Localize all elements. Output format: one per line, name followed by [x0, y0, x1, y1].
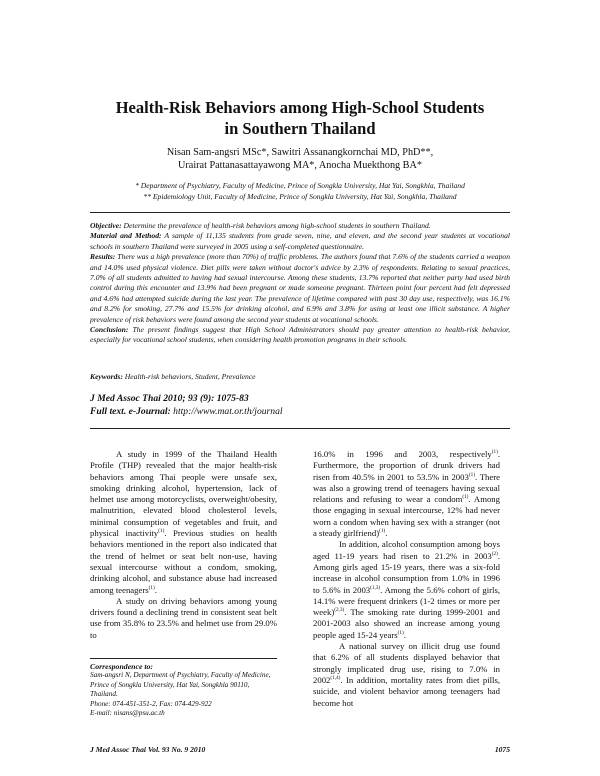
text-run: . Among girls aged 15-19 years, there was a six-fold increase in alcohol consumption from 1.0% in 1996 to 5.6% in 2003 [313, 550, 500, 595]
text-run: . Among those engaging in sexual intercourse, 12% had never worn a condom when having sex with a stranger (not a steady girlfriend) [313, 494, 500, 539]
citation-ref: (1) [148, 584, 155, 591]
text-run: . [385, 528, 388, 539]
affiliations [70, 181, 530, 202]
authors-line-1: Nisan Sam-angsri MSc*, Sawitri Assanangkornchai MD, PhD**, [166, 147, 434, 158]
abstract-top-rule [90, 212, 510, 213]
body-paragraph: A study on driving behaviors among young drivers found a declining trend in consistent seat belt use from 35.8% to 23.5% and helmet use from 29.0% to [90, 595, 277, 640]
fulltext-label: Full text. e-Journal: [90, 406, 171, 417]
citation-ref: (2) [491, 550, 498, 557]
citation-ref: (1) [379, 528, 386, 535]
correspondence-heading: Correspondence to: [90, 662, 154, 671]
text-run: . There was also a growing trend of teenagers having sexual relations and refusing to wear a condom [313, 471, 500, 505]
conclusion-label: Conclusion: [90, 325, 129, 335]
citation-ref: (1) [468, 471, 475, 478]
text-run: . Furthermore, the proportion of drunk drivers had risen from 40.5% in 2001 to 53.5% in 2003 [313, 449, 500, 482]
methods-text: A sample of 11,135 students from grade seven, nine, and eleven, and the second year students at vocational schools in southern Thailand were surveyed in 2005 using a self-completed questionnaire. [90, 231, 510, 251]
text-run: A national survey on illicit drug use found that 6.2% of all students displayed behavior that strongly implicated drug use, rising to 7.0% in 2002 [313, 641, 500, 685]
text-run: . [154, 584, 157, 595]
body-paragraph [313, 539, 500, 641]
abstract-methods [90, 231, 510, 252]
text-run: A study in 1999 of the Thailand Health Profile (THP) revealed that the major health-risk behaviors among Thai people were unsafe sex, smoking drinking alcohol, hypertension, lack of helmet use among motorcyclists, overweight/obesity, malnutrition, elevated blood cholesterol levels, minimal consumption of vegetables and fruit, and physical inactivity [90, 449, 277, 539]
citation-ref: (1) [158, 528, 165, 535]
text-run: . In addition, mortality rates from diet pills, suicide, and violent behavior among teenagers had become hot [313, 674, 500, 708]
text-run: . The smoking rate during 1999-2001 and 2001-2003 also showed an increase among young people aged 15-24 years [313, 607, 500, 640]
title-line-2: in Southern Thailand [224, 119, 376, 138]
methods-label: Material and Method: [90, 231, 162, 241]
citation-ref: (1) [491, 449, 498, 456]
author-list [90, 146, 510, 172]
correspondence-address: Sam-angsri N, Department of Psychiatry, Faculty of Medicine, Prince of Songkla University, Hat Yai, Songkhla 90110, Thailand. [90, 671, 271, 699]
citation-ref: (2,3) [334, 607, 345, 614]
citation-ref: (1) [397, 629, 404, 636]
conclusion-text: The present findings suggest that High School Administrators should pay greater attention to health-risk behavior, especially for vocational school students, when considering health promotion programs in their schools. [90, 325, 510, 345]
abstract-conclusion [90, 325, 510, 346]
title-line-1: Health-Risk Behaviors among High-School Students [115, 98, 485, 117]
abstract-results [90, 252, 510, 325]
correspondence-email: E-mail: nisans@psu.ac.th [90, 709, 165, 718]
page-number: 1075 [494, 745, 510, 754]
paper-title [60, 97, 540, 139]
objective-label: Objective: [90, 221, 122, 230]
text-run: . Among the 5.6% cohort of girls, 14.1% were frequent drinkers (1-2 times or more per week) [313, 584, 500, 618]
journal-citation [90, 392, 510, 418]
citation-ref: (1,3) [370, 584, 381, 591]
results-text: There was a high prevalence (more than 70%) of traffic problems. The authors found that 7.6% of the students carried a weapon and 14.0% used physical violence. Diet pills were taken without doctor's advice by 2.3% of respondents. Relating to sexual practices, 7.0% of all students admitted to having had sexual intercourse. Among these students, 13.7% reported that neither party had used birth control during this encounter and 13.9% had been pregnant or made someone pregnant. Thirteen point four percent had felt depressed and 4.6% had attempted suicide during the last year. The prevalence of lifetime compared with past 30 day use, respectively, was 16.1% and 8.2% for smoking, 27.7% and 15.5% for drinking alcohol, and 6.9% and 3.8% for using at least one illicit substance. A higher prevalence of risk behaviors were found among the second year students at vocational schools. [90, 252, 510, 324]
citation-ref: (1,4) [330, 675, 341, 682]
citation-line: J Med Assoc Thai 2010; 93 (9): 1075-83 [90, 393, 249, 404]
keywords-text: Health-risk behaviors, Student, Prevalence [122, 372, 256, 381]
correspondence-rule [90, 658, 277, 659]
affiliation-2: ** Epidemiology Unit, Faculty of Medicine, Prince of Songkla University, Hat Yai, Songkhla, Thailand [143, 191, 457, 201]
body-paragraph [313, 641, 500, 709]
text-run: . [403, 629, 406, 640]
footer-journal: J Med Assoc Thai Vol. 93 No. 9 2010 [90, 745, 206, 754]
page-footer [90, 745, 510, 754]
keywords-label: Keywords: [90, 372, 123, 381]
results-label: Results: [90, 252, 116, 262]
objective-text: Determine the prevalence of health-risk behaviors among high-school students in southern Thailand. [121, 221, 431, 230]
text-run: 16.0% in 1996 and 2003, respectively [313, 449, 492, 459]
body-column-left [90, 449, 277, 641]
correspondence-block [90, 662, 277, 718]
affiliation-1: * Department of Psychiatry, Faculty of Medicine, Prince of Songkla University, Hat Yai, Songkhla, Thailand [135, 181, 465, 190]
correspondence-phone: Phone: 074-451-351-2, Fax: 074-429-922 [90, 699, 212, 708]
keywords [90, 372, 510, 381]
text-run: . Previous studies on health behaviors mentioned in the report also indicated that the trend of helmet or seat belt non-use, having sexual intercourse without a condom, smoking, drinking alcohol, and substance abuse had increased among teenagers [90, 528, 278, 595]
abstract [90, 221, 510, 346]
authors-line-2: Urairat Pattanasattayawong MA*, Anocha Muekthong BA* [178, 160, 422, 171]
body-column-right [313, 449, 500, 709]
citation-ref: (1) [462, 494, 469, 501]
fulltext-url[interactable]: http://www.mat.or.th/journal [170, 406, 283, 417]
body-paragraph [90, 449, 277, 596]
fulltext-line [90, 405, 510, 418]
body-top-rule [90, 428, 510, 429]
abstract-objective [90, 221, 510, 231]
text-run: In addition, alcohol consumption among boys aged 11-19 years had risen to 21.2% in 2003 [313, 539, 500, 561]
body-paragraph [313, 449, 500, 539]
